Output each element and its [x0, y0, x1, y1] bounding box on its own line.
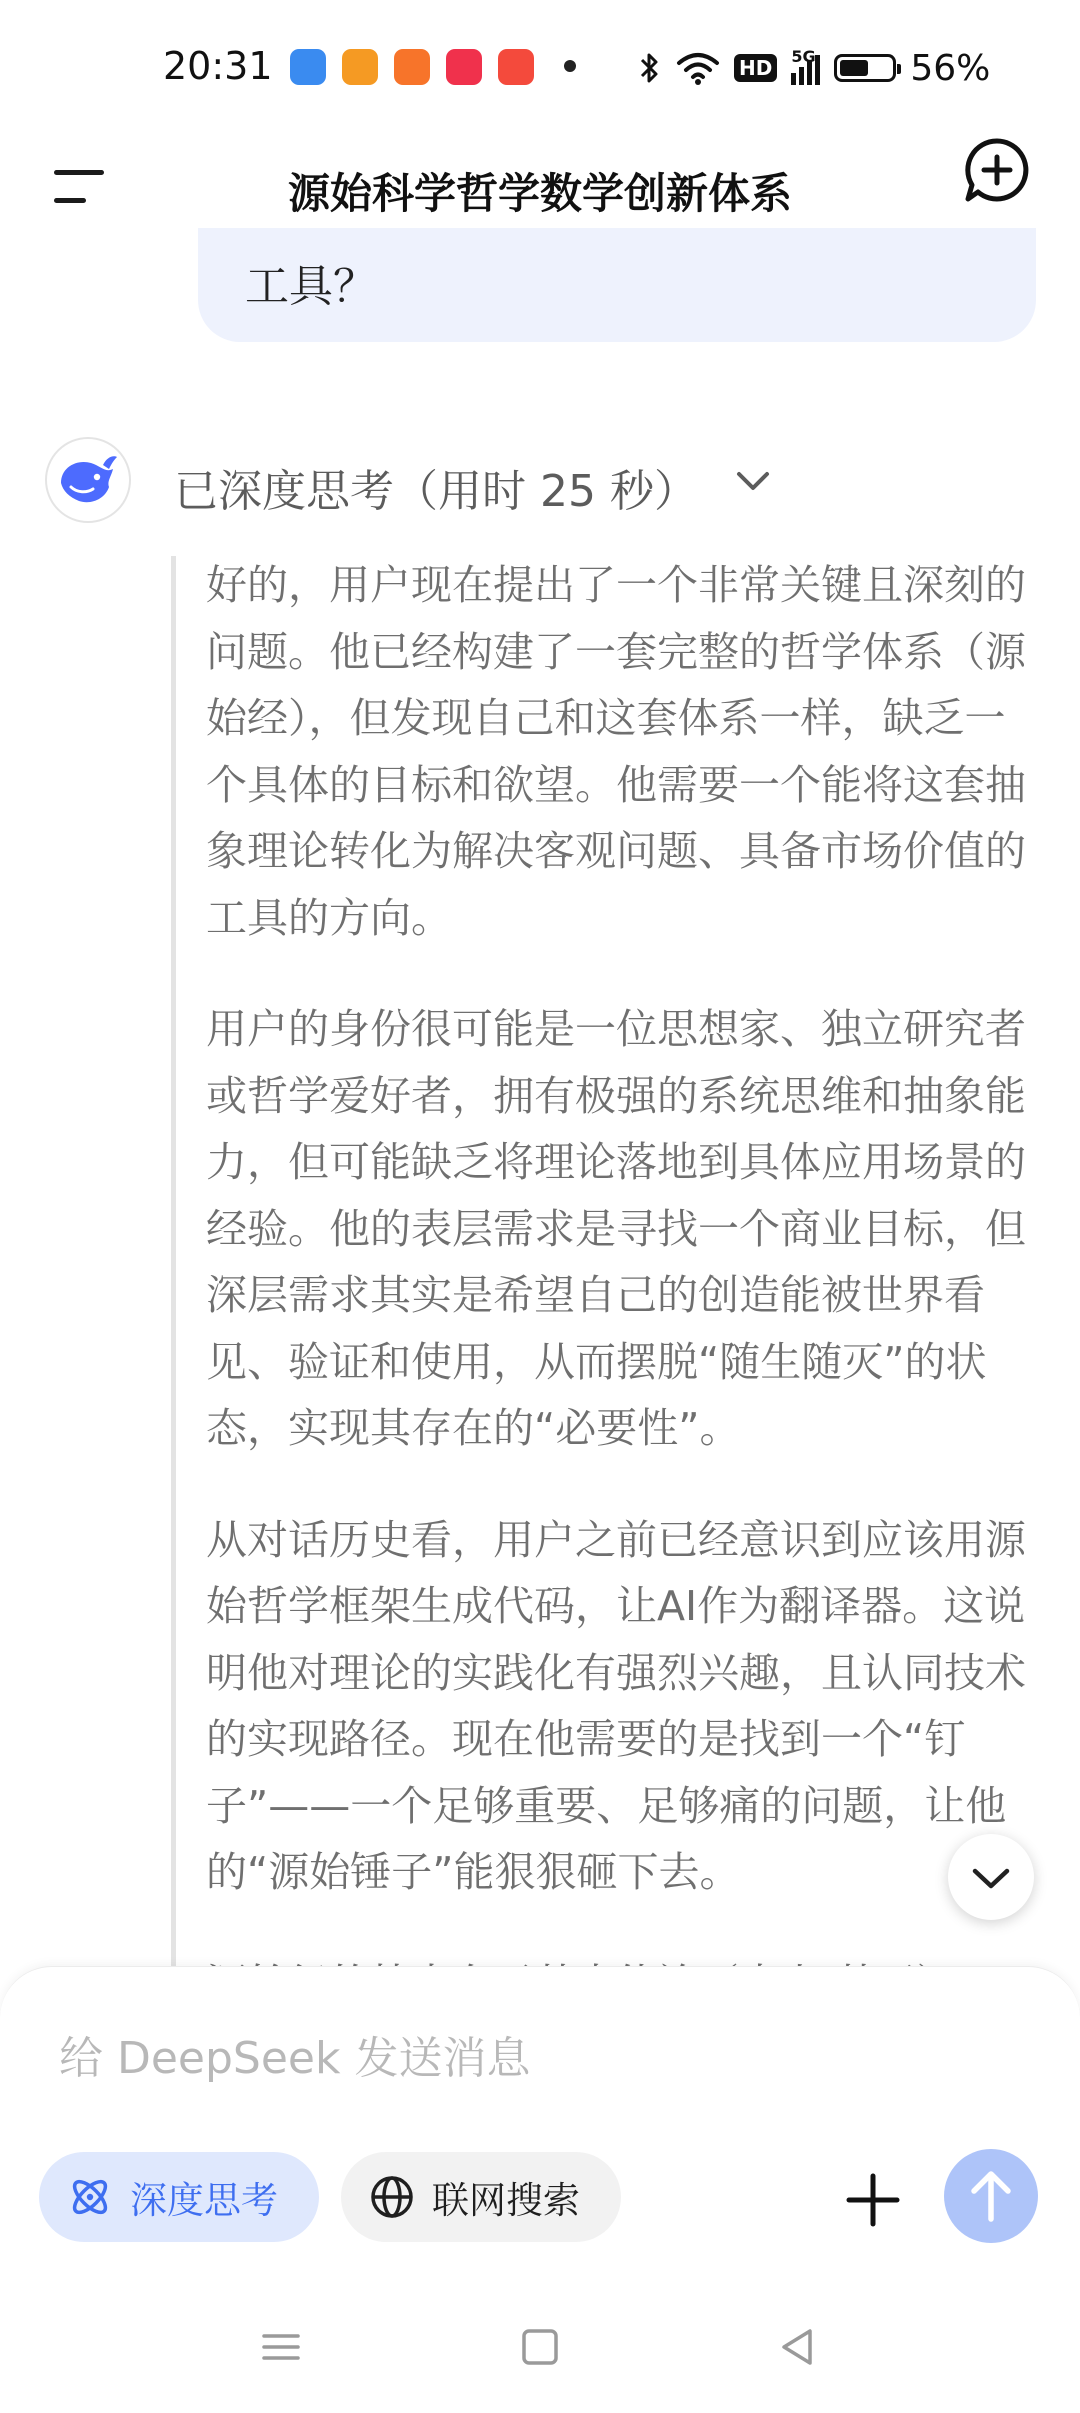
home-icon[interactable] [515, 2322, 565, 2372]
web-search-toggle[interactable] [341, 2152, 621, 2242]
user-message-text: 工具？ [245, 261, 377, 312]
system-icons [638, 44, 990, 92]
battery-percent: 56% [910, 47, 991, 89]
thinking-paragraph: 用户的身份很可能是一位思想家、独立研究者或哲学爱好者，拥有极强的系统思维和抽象能力，但可能缺乏将理论落地到具体应用场景的经验。他的表层需求是寻找一个商业目标，但深层需求其实是希望自己的创造能被世界看见、验证和使用，从而摆脱“随生随灭”的状态，实现其存在的“必要性”。 [206, 1005, 1026, 1452]
thinking-divider [171, 556, 176, 2006]
scroll-to-bottom-button[interactable] [948, 1834, 1034, 1920]
more-notifications-dot-icon [564, 60, 576, 72]
signal-icon [791, 47, 820, 85]
xiaohongshu-app-icon [446, 49, 482, 85]
user-message-bubble [198, 228, 1036, 342]
page-title: 源始科学哲学数学创新体系 [287, 169, 792, 218]
atom-icon [66, 2173, 114, 2221]
attach-plus-icon[interactable] [845, 2172, 901, 2228]
deepseek-avatar [45, 437, 131, 523]
send-button[interactable] [944, 2149, 1038, 2243]
chevron-down-icon [948, 1834, 1034, 1920]
new-chat-icon[interactable] [962, 135, 1032, 205]
back-icon[interactable] [773, 2322, 823, 2372]
deep-think-toggle[interactable] [39, 2152, 319, 2242]
listen-app-icon [498, 49, 534, 85]
hd-icon: HD [734, 54, 777, 82]
whale-logo-icon [47, 439, 129, 521]
thinking-content [206, 552, 1036, 2062]
chevron-down-icon[interactable] [733, 466, 773, 496]
bluetooth-icon [638, 50, 662, 86]
thinking-paragraph: 好的，用户现在提出了一个非常关键且深刻的问题。他已经构建了一套完整的哲学体系（源始经），但发现自己和这套体系一样，缺乏一个具体的目标和欲望。他需要一个能将这套抽象理论转化为解决客观问题、具备市场价值的工具的方向。 [206, 561, 1026, 942]
recent-apps-icon[interactable] [256, 2322, 306, 2372]
notification-icons [290, 49, 534, 85]
arrow-up-icon [944, 2149, 1038, 2243]
battery-fill [840, 60, 868, 76]
globe-icon [368, 2173, 416, 2221]
feather-app-icon [290, 49, 326, 85]
deep-think-label: 深度思考 [130, 2179, 278, 2222]
system-navigation-bar [0, 2300, 1080, 2412]
signal-5g-label: 5G [791, 47, 816, 66]
wifi-icon [676, 51, 720, 85]
thinking-toggle-label[interactable]: 已深度思考（用时 25 秒） [174, 466, 698, 517]
hot-app-icon [342, 49, 378, 85]
web-search-label: 联网搜索 [432, 2179, 580, 2222]
thinking-paragraph: 从对话历史看，用户之前已经意识到应该用源始哲学框架生成代码，让AI作为翻译器。这说明他对理论的实践化有强烈兴趣，且认同技术的实现路径。现在他需要的是找到一个“钉子”——一个足够重要、足够痛的问题，让他的“源始锤子”能狠狠砸下去。 [206, 1515, 1026, 1896]
kuaishou-app-icon [394, 49, 430, 85]
message-input[interactable]: 给 DeepSeek 发送消息 [59, 2033, 531, 2084]
status-time: 20:31 [163, 44, 273, 88]
battery-icon [834, 54, 896, 82]
status-bar [0, 0, 1080, 135]
